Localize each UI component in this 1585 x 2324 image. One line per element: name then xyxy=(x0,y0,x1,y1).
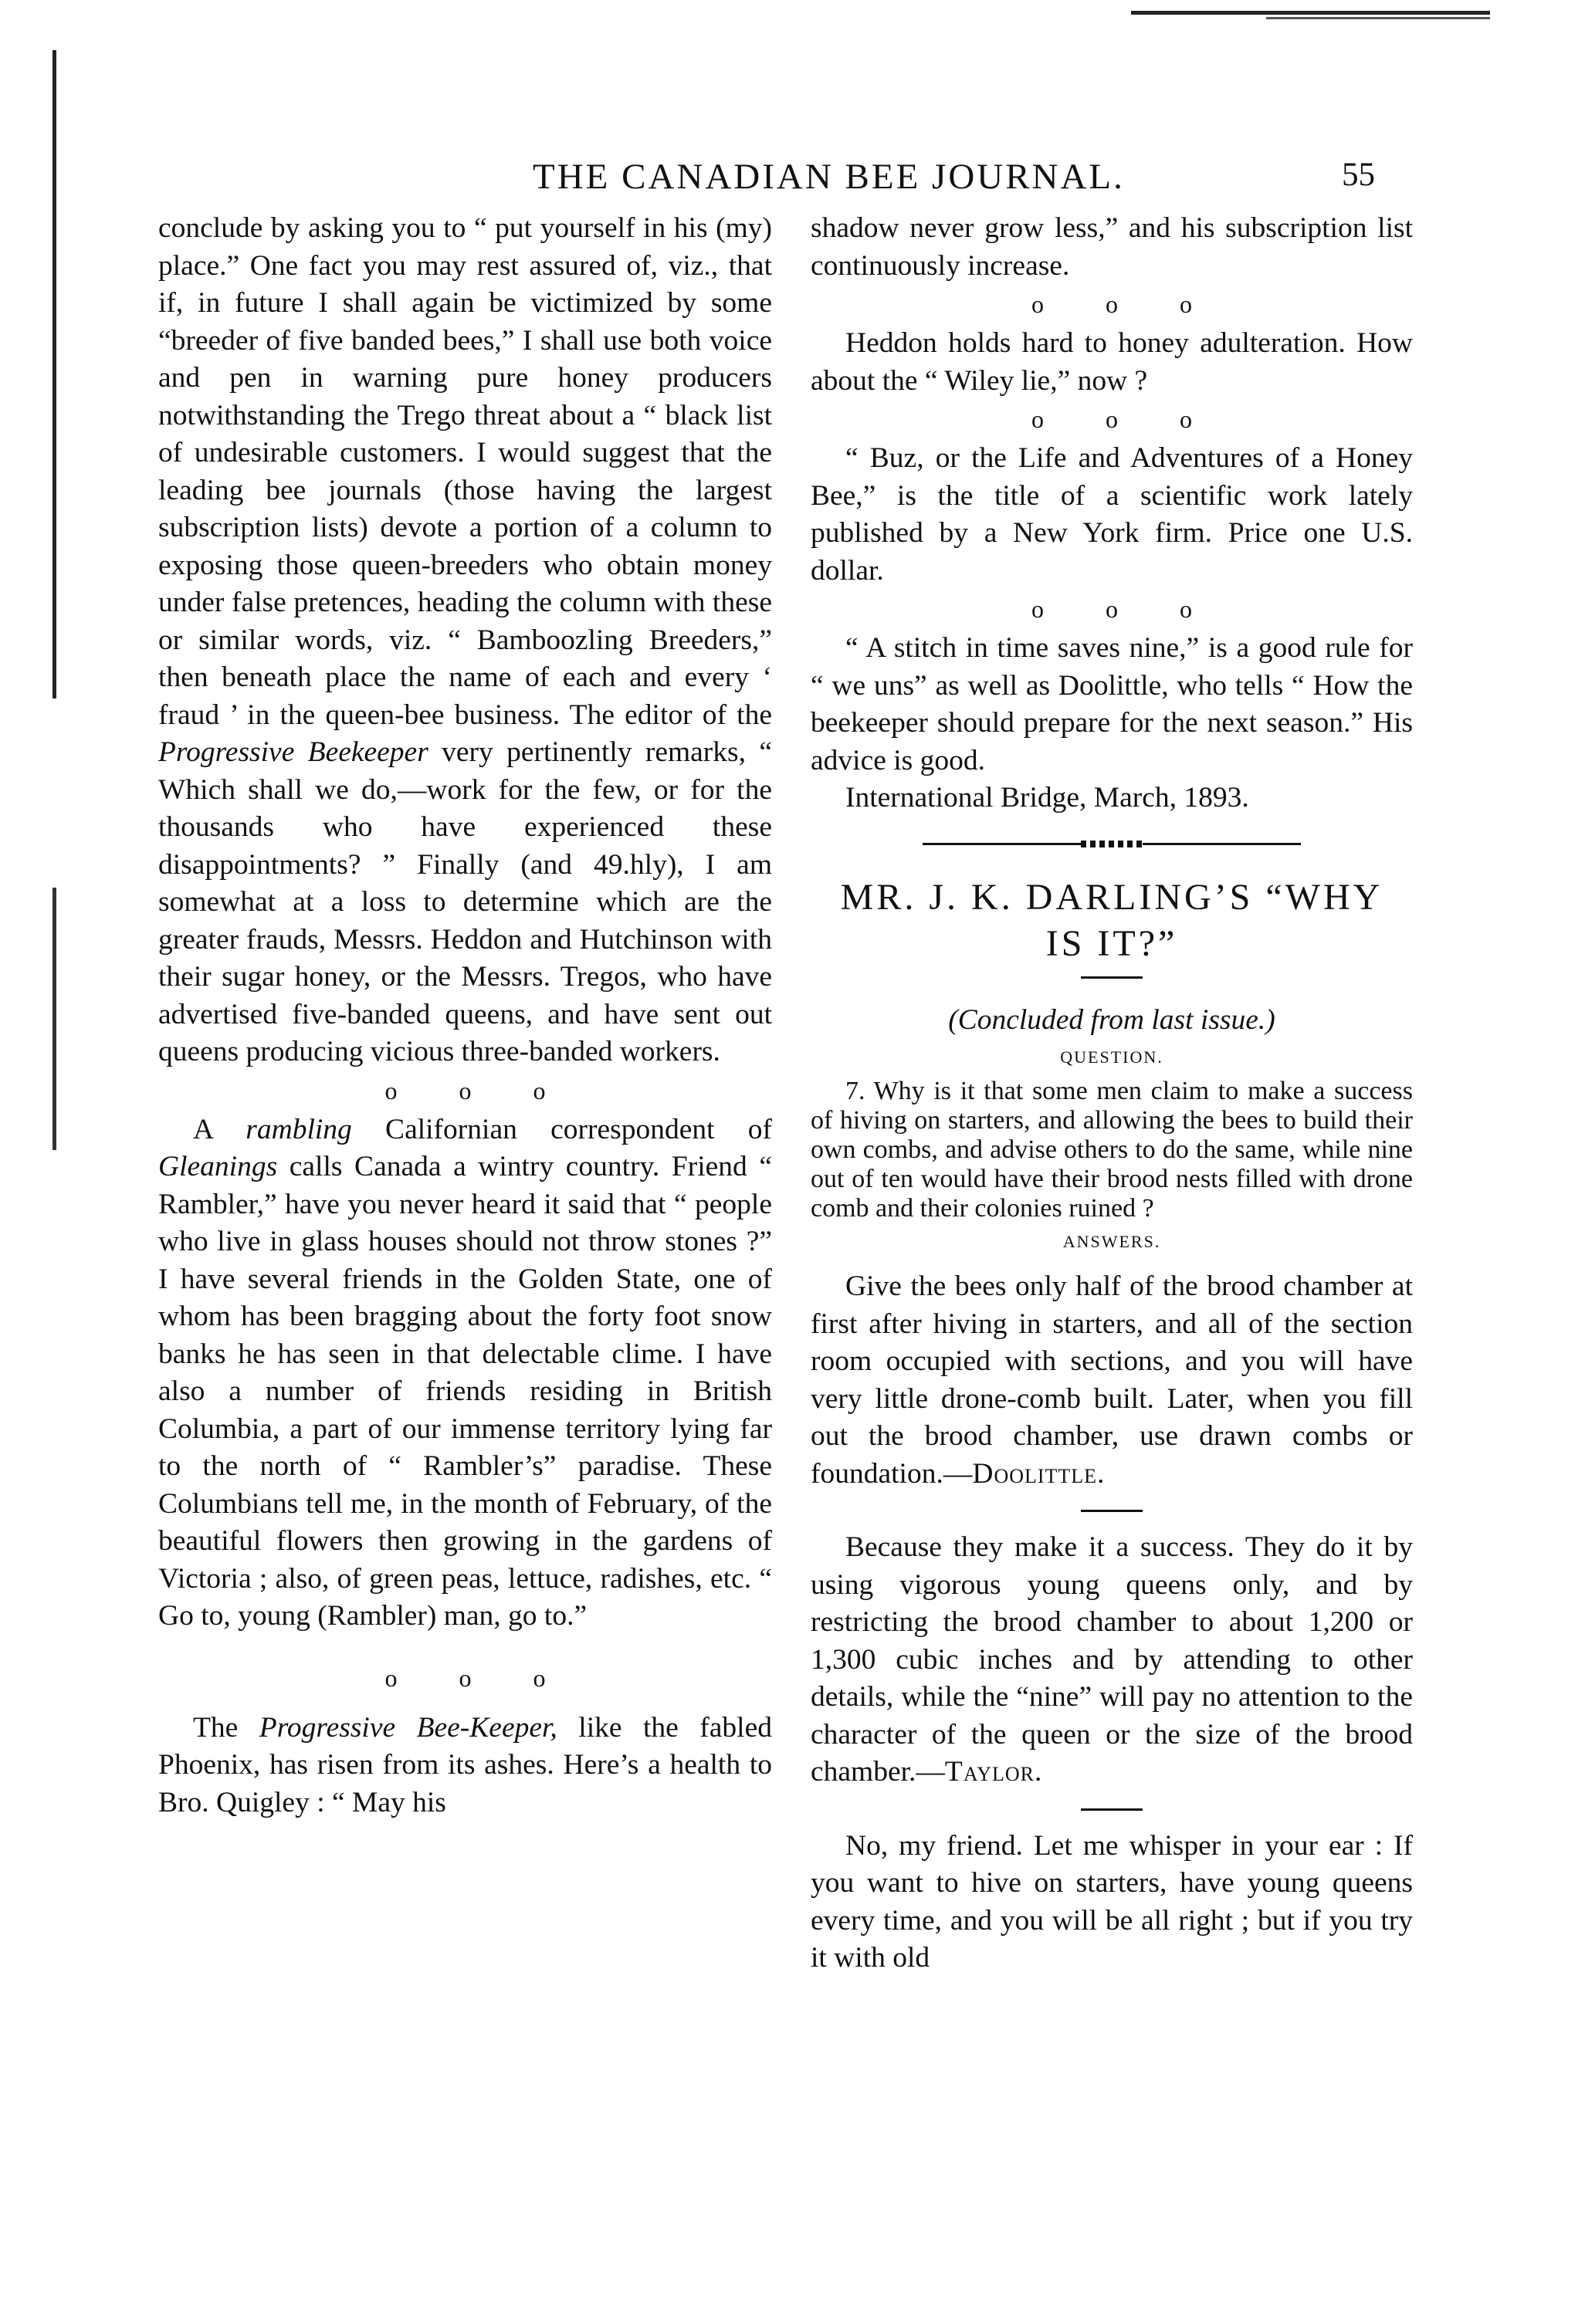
section-separator: o o o xyxy=(1031,405,1220,433)
ornamental-divider xyxy=(811,827,1413,862)
question-text: 7. Why is it that some men claim to make a success of hiving on starters, and allowing the bees to build their own combs, and advise others to do the same, while nine out of ten would have their brood nests filled with drone comb and their colonies ruined ? xyxy=(811,1076,1413,1223)
section-separator: o o o xyxy=(384,1076,574,1104)
answer-paragraph: Because they make it a success. They do it by using vigorous young queens only, and by restricting the brood chamber to about 1,200 or 1,300 cubic inches and by attending to other details, while the “nine” will pay no attention to the character of the queen or the size of the brood chamber.—Taylor. xyxy=(811,1531,1413,1788)
continuation-note: (Concluded from last issue.) xyxy=(948,1003,1275,1036)
publication-name: Progressive Beekeeper xyxy=(158,736,428,768)
section-separator: o o o xyxy=(1031,595,1220,623)
answers-heading: ANSWERS. xyxy=(1062,1231,1161,1251)
question-heading: QUESTION. xyxy=(1060,1047,1163,1067)
top-edge-rule-secondary xyxy=(1266,17,1490,19)
publication-name: Gleanings xyxy=(158,1151,278,1182)
page-number: 55 xyxy=(1342,157,1375,193)
answer-signature: Doolittle. xyxy=(972,1457,1106,1490)
dateline: International Bridge, March, 1893. xyxy=(845,782,1249,814)
right-paragraph-1: shadow never grow less,” and his subscription list continuously increase. xyxy=(811,212,1413,282)
binding-margin-mark xyxy=(52,50,56,699)
answer-paragraph: No, my friend. Let me whisper in your ear : If you want to hive on starters, have young queens every time, and you will be all right ; but if you try it with old xyxy=(811,1829,1413,1974)
answer-signature: Taylor. xyxy=(944,1756,1043,1788)
right-paragraph-4: “ A stitch in time saves nine,” is a good rule for “ we uns” as well as Doolittle, who tells “ How the beekeeper should prepare for the next season.” His advice is good. xyxy=(811,632,1413,776)
section-separator: o o o xyxy=(1031,290,1220,318)
answer-divider xyxy=(1081,1808,1143,1811)
binding-margin-mark-lower xyxy=(52,888,56,1150)
article-title: MR. J. K. DARLING’S “WHY IS IT?” xyxy=(840,876,1383,964)
left-paragraph-2: A rambling Californian correspondent of Gleanings calls Canada a wintry country. Friend “ Rambler,” have you never heard it said that “ people who live in glass houses should not throw stones ?” I have several friends in the Golden State, one of whom has been bragging about the forty foot snow banks he has seen in that delectable clime. I have also a number of friends residing in British Columbia, a part of our immense territory lying far to the north of “ Rambler’s” paradise. These Columbians tell me, in the month of February, of the beautiful flowers then growing in the gardens of Victoria ; also, of green peas, lettuce, radishes, etc. “ Go to, young (Rambler) man, go to.” xyxy=(158,1113,772,1632)
left-paragraph-1: conclude by asking you to “ put yourself in his (my) place.” One fact you may rest assured of, viz., that if, in future I shall again be victimized by some “breeder of five banded bees,” I shall use both voice and pen in warning pure honey producers notwithstanding the Trego threat about a “ black list of undesirable customers. I would suggest that the leading bee journals (those having the largest subscription lists) devote a portion of a column to exposing those queen-breeders who obtain money under false pretences, heading the column with these or similar words, viz. “ Bamboozling Breeders,” then beneath place the name of each and every ‘ fraud ’ in the queen-bee business. The editor of the Progressive Beekeeper very pertinently remarks, “ Which shall we do,—work for the few, or for the thousands who have experienced these disappointments? ” Finally (and 49.hly), I am somewhat at a loss to determine which are the greater frauds, Messrs. Heddon and Hutchinson with their sugar honey, or the Messrs. Tregos, who have advertised five-banded queens, and have sent out queens producing vicious three-banded workers. xyxy=(158,212,772,1067)
left-paragraph-3: The Progressive Bee-Keeper, like the fabled Phoenix, has risen from its ashes. Here’s a health to Bro. Quigley : “ May his xyxy=(158,1711,772,1818)
journal-title: THE CANADIAN BEE JOURNAL. xyxy=(533,157,1125,197)
right-paragraph-2: Heddon holds hard to honey adulteration. How about the “ Wiley lie,” now ? xyxy=(811,327,1413,397)
publication-name: Progressive Bee-Keeper, xyxy=(259,1711,557,1744)
right-paragraph-3: “ Buz, or the Life and Adventures of a Honey Bee,” is the title of a scientific work lately published by a New York firm. Price one U.S. dollar. xyxy=(811,442,1413,587)
title-rule xyxy=(1081,976,1143,979)
top-edge-rule xyxy=(1131,11,1490,15)
answer-paragraph: Give the bees only half of the brood chamber at first after hiving in starters, and all of the section room occupied with sections, and you will have very little drone-comb built. Later, when you fill out the brood chamber, use drawn combs or foundation.—Doolittle. xyxy=(811,1270,1413,1490)
left-column xyxy=(158,210,772,1822)
section-separator: o o o xyxy=(384,1663,574,1692)
right-column xyxy=(811,210,1413,1977)
running-header xyxy=(0,148,1585,202)
answer-divider xyxy=(1081,1510,1143,1512)
